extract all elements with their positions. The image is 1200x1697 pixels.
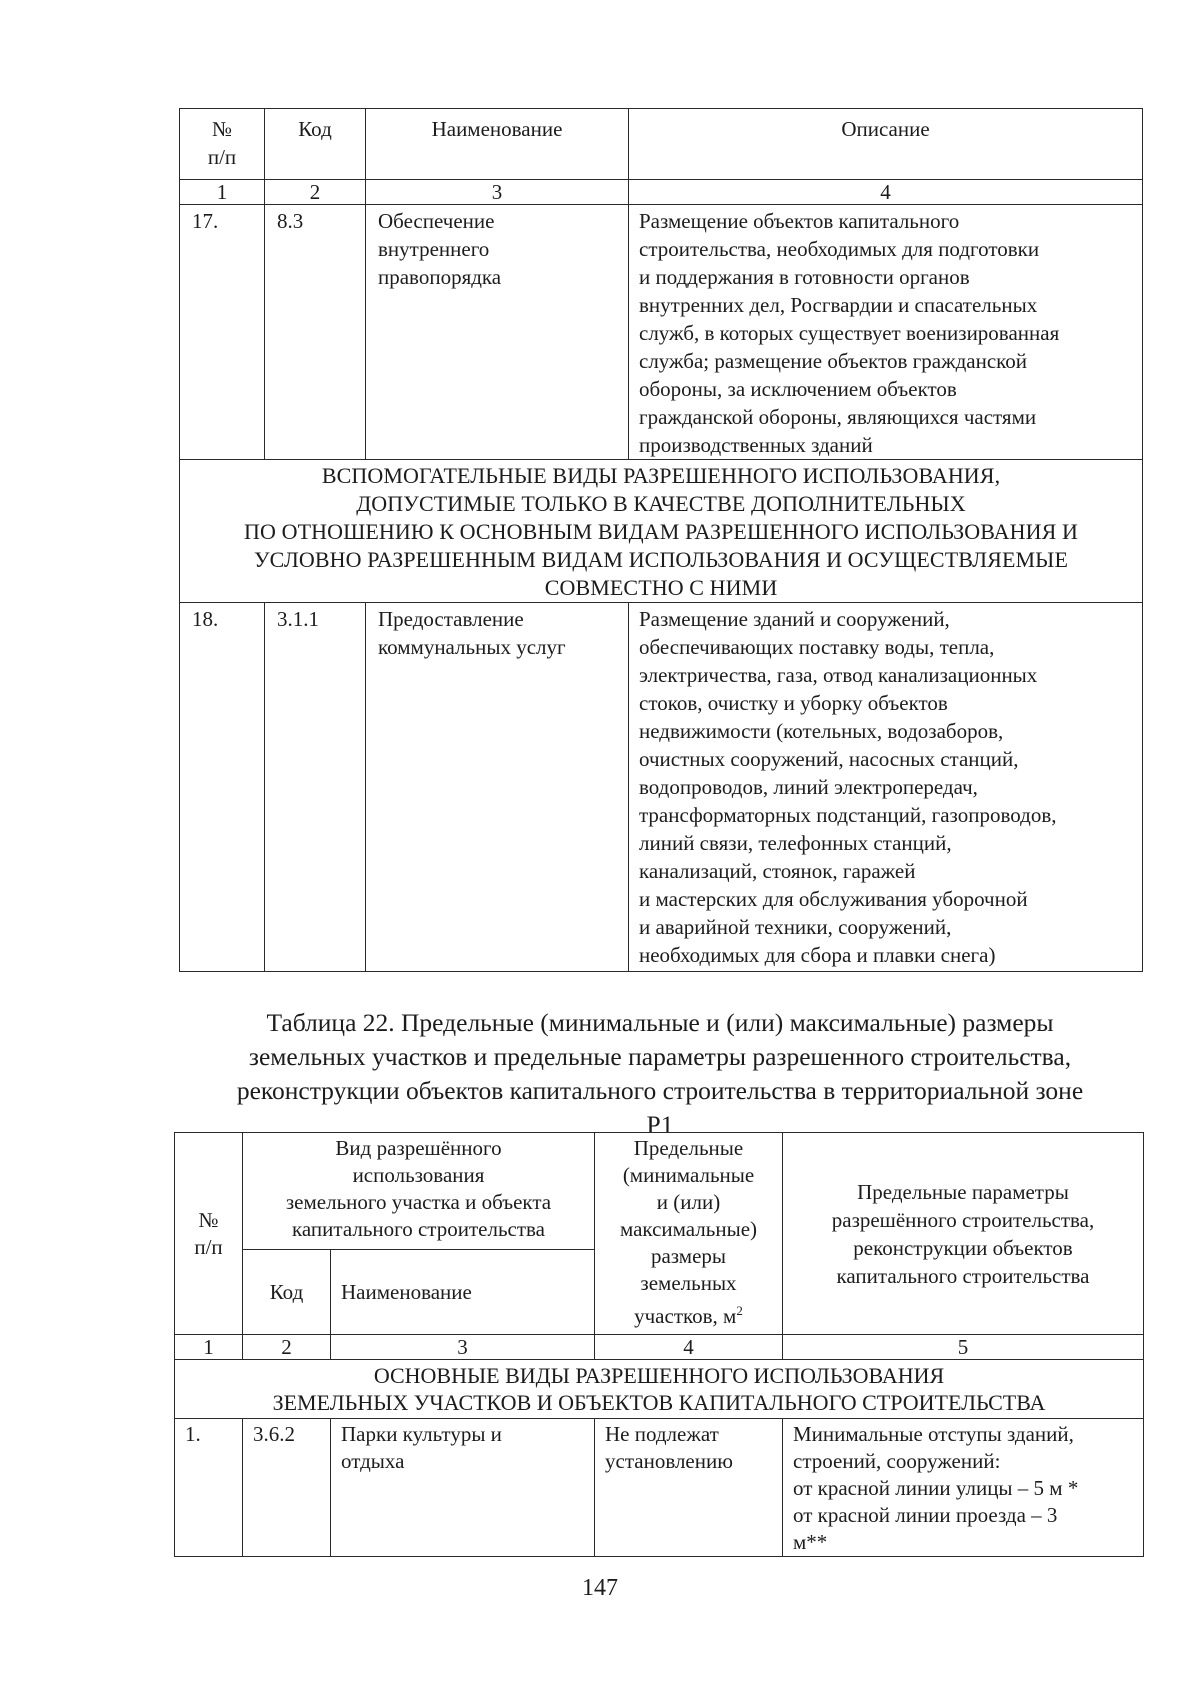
table-row: [180, 603, 1143, 972]
column-number-row: [175, 1335, 1144, 1360]
header-number: № п/п: [175, 1133, 243, 1335]
header-name: Наименование: [331, 1250, 595, 1335]
header-name: Наименование: [366, 109, 629, 180]
table-caption: Таблица 22. Предельные (минимальные и (или) максимальные) размеры земельных участков и предельные параметры разрешенного строительства, реконструкции объектов капитального строительства в территориальной зоне Р1: [236, 1008, 1084, 1139]
header-description: Описание: [629, 109, 1143, 180]
row-description: Размещение зданий и сооружений, обеспечивающих поставку воды, тепла, электричества, газа, отвод канализационных стоков, очистку и уборку объектов недвижимости (котельных, водозаборов, очистных сооружений, насосных станций, водопроводов, линий электропередач, трансформаторных подстанций, газопроводов, линий связи, телефонных станций, канализаций, стоянок, гаражей и мастерских для обслуживания уборочной и аварийной техники, сооружений, необходимых для сбора и плавки снега): [629, 603, 1143, 972]
table-header-row: [175, 1133, 1144, 1250]
column-number: 3: [366, 180, 629, 205]
row-plot-sizes: Не подлежат установлению: [595, 1419, 783, 1557]
section-heading-auxiliary: ВСПОМОГАТЕЛЬНЫЕ ВИДЫ РАЗРЕШЕННОГО ИСПОЛЬЗОВАНИЯ, ДОПУСТИМЫЕ ТОЛЬКО В КАЧЕСТВЕ ДОПОЛНИТЕЛЬНЫХ ПО ОТНОШЕНИЮ К ОСНОВНЫМ ВИДАМ РАЗРЕШЕННОГО ИСПОЛЬЗОВАНИЯ И УСЛОВНО РАЗРЕШЕННЫМ ВИДАМ ИСПОЛЬЗОВАНИЯ И ОСУЩЕСТВЛЯЕМЫЕ СОВМЕСТНО С НИМИ: [180, 460, 1143, 603]
row-name: Предоставление коммунальных услуг: [366, 603, 629, 972]
row-code: 3.6.2: [243, 1419, 331, 1557]
header-plot-sizes-text: Предельные (минимальные и (или) максимальные) размеры земельных участков, м: [619, 1136, 758, 1328]
row-name: Обеспечение внутреннего правопорядка: [366, 205, 629, 460]
section-row: [175, 1360, 1144, 1419]
header-plot-sizes-superscript: 2: [736, 1303, 743, 1318]
land-use-table-continued: [179, 108, 1143, 972]
header-code: Код: [265, 109, 366, 180]
table-header-row: [180, 109, 1143, 180]
row-code: 8.3: [265, 205, 366, 460]
column-number: 2: [265, 180, 366, 205]
header-plot-sizes: [595, 1133, 783, 1335]
column-number: 1: [180, 180, 265, 205]
row-name: Парки культуры и отдыха: [331, 1419, 595, 1557]
header-number: № п/п: [180, 109, 265, 180]
row-number: 17.: [180, 205, 265, 460]
column-number: 2: [243, 1335, 331, 1360]
column-number: 1: [175, 1335, 243, 1360]
row-code: 3.1.1: [265, 603, 366, 972]
column-number: 5: [783, 1335, 1144, 1360]
row-number: 1.: [175, 1419, 243, 1557]
table-row: [175, 1419, 1144, 1557]
page-number: 147: [582, 1575, 618, 1601]
header-use-type-group: Вид разрешённого использования земельного участка и объекта капитального строительства: [243, 1133, 595, 1250]
column-number: 3: [331, 1335, 595, 1360]
row-number: 18.: [180, 603, 265, 972]
row-description: Размещение объектов капитального строительства, необходимых для подготовки и поддержания в готовности органов внутренних дел, Росгвардии и спасательных служб, в которых существует военизированная служба; размещение объектов гражданской обороны, за исключением объектов гражданской обороны, являющихся частями производственных зданий: [629, 205, 1143, 460]
column-number: 4: [595, 1335, 783, 1360]
header-code: Код: [243, 1250, 331, 1335]
column-number-row: [180, 180, 1143, 205]
zone-parameters-table: [174, 1132, 1144, 1557]
table-row: [180, 205, 1143, 460]
section-row: [180, 460, 1143, 603]
section-heading-main: ОСНОВНЫЕ ВИДЫ РАЗРЕШЕННОГО ИСПОЛЬЗОВАНИЯ ЗЕМЕЛЬНЫХ УЧАСТКОВ И ОБЪЕКТОВ КАПИТАЛЬНОГО СТРОИТЕЛЬСТВА: [175, 1360, 1144, 1419]
header-construction-params: Предельные параметры разрешённого строительства, реконструкции объектов капитального строительства: [783, 1133, 1144, 1335]
row-construction-params: Минимальные отступы зданий, строений, сооружений: от красной линии улицы – 5 м * от красной линии проезда – 3 м**: [783, 1419, 1144, 1557]
column-number: 4: [629, 180, 1143, 205]
